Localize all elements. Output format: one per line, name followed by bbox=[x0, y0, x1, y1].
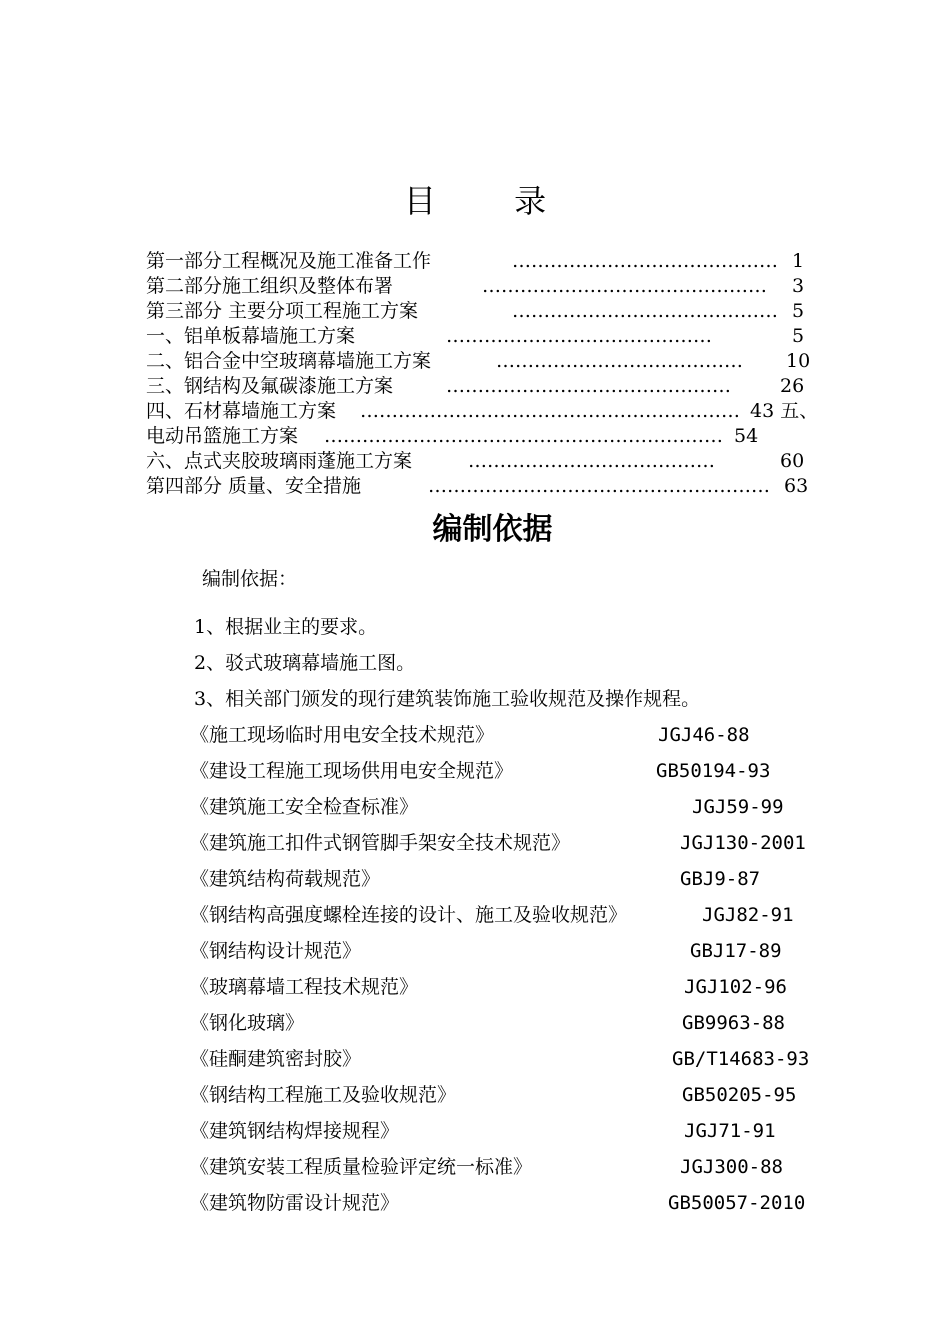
toc-entry bbox=[146, 374, 805, 399]
toc-entry bbox=[146, 424, 759, 449]
toc-entry-text: 第四部分 质量、安全措施 bbox=[146, 475, 362, 497]
toc-entry-leader: ……………………………………… bbox=[482, 275, 767, 297]
standard-name: 《施工现场临时用电安全技术规范》 bbox=[190, 724, 495, 746]
toc-entry-leader: …………………………………… bbox=[512, 250, 778, 272]
standard-code: GB9963-88 bbox=[682, 1012, 785, 1034]
standard-code: JGJ59-99 bbox=[692, 796, 784, 818]
standard-code: JGJ300-88 bbox=[680, 1156, 783, 1178]
standard-code: GBJ9-87 bbox=[680, 868, 761, 890]
toc-entry bbox=[146, 399, 819, 424]
basis-item: 1、根据业主的要求。 bbox=[194, 616, 378, 638]
toc-entry bbox=[146, 324, 805, 349]
toc-entry-leader: ……………………………………………… bbox=[428, 475, 770, 497]
standard-name: 《建筑钢结构焊接规程》 bbox=[190, 1120, 400, 1142]
toc-entry-leader: ……………………………………… bbox=[446, 375, 731, 397]
toc-entry bbox=[146, 349, 811, 374]
standard-name: 《建筑施工安全检查标准》 bbox=[190, 796, 419, 818]
basis-item: 3、相关部门颁发的现行建筑装饰施工验收规范及操作规程。 bbox=[194, 688, 701, 710]
standard-code: JGJ71-91 bbox=[684, 1120, 776, 1142]
standard-code: JGJ102-96 bbox=[684, 976, 787, 998]
standard-code: GBJ17-89 bbox=[690, 940, 782, 962]
toc-entry-text: 三、钢结构及氟碳漆施工方案 bbox=[146, 375, 394, 397]
toc-entry-page: 5 bbox=[792, 325, 805, 347]
toc-entry-page: 3 bbox=[792, 275, 805, 297]
toc-entry-page: 43 五、 bbox=[750, 400, 819, 422]
standard-name: 《建筑施工扣件式钢管脚手架安全技术规范》 bbox=[190, 832, 571, 854]
toc-entry-page: 54 bbox=[734, 425, 759, 447]
standard-name: 《钢结构设计规范》 bbox=[190, 940, 362, 962]
toc-entry bbox=[146, 474, 809, 499]
toc-entry-page: 10 bbox=[786, 350, 811, 372]
standard-name: 《硅酮建筑密封胶》 bbox=[190, 1048, 362, 1070]
standard-name: 《建设工程施工现场供用电安全规范》 bbox=[190, 760, 514, 782]
toc-entry-page: 26 bbox=[780, 375, 805, 397]
standard-name: 《建筑物防雷设计规范》 bbox=[190, 1192, 400, 1214]
standard-code: GB50205-95 bbox=[682, 1084, 797, 1106]
standard-name: 《钢结构高强度螺栓连接的设计、施工及验收规范》 bbox=[190, 904, 628, 926]
toc-entry-text: 第一部分工程概况及施工准备工作 bbox=[146, 250, 432, 272]
toc-entry-text: 一、铝单板幕墙施工方案 bbox=[146, 325, 356, 347]
toc-entry-leader: ………………………………… bbox=[496, 350, 743, 372]
toc-entry-text: 二、铝合金中空玻璃幕墙施工方案 bbox=[146, 350, 432, 372]
standard-code: JGJ82-91 bbox=[702, 904, 794, 926]
section-title: 编制依据 bbox=[432, 512, 553, 547]
toc-entry-page: 60 bbox=[780, 450, 805, 472]
toc-entry bbox=[146, 274, 805, 299]
toc-entry-page: 63 bbox=[784, 475, 809, 497]
standard-code: GB50194-93 bbox=[656, 760, 771, 782]
toc-entry-leader: …………………………………… bbox=[512, 300, 778, 322]
standard-name: 《钢结构工程施工及验收规范》 bbox=[190, 1084, 457, 1106]
standard-name: 《玻璃幕墙工程技术规范》 bbox=[190, 976, 419, 998]
toc-entry-text: 六、点式夹胶玻璃雨蓬施工方案 bbox=[146, 450, 413, 472]
standard-code: JGJ130-2001 bbox=[680, 832, 806, 854]
toc-entry-text: 四、石材幕墙施工方案 bbox=[146, 400, 337, 422]
standard-code: JGJ46-88 bbox=[658, 724, 750, 746]
toc-title: 目 录 bbox=[403, 182, 581, 220]
standard-code: GB/T14683-93 bbox=[672, 1048, 810, 1070]
toc-entry-leader: …………………………………… bbox=[446, 325, 712, 347]
standard-name: 《钢化玻璃》 bbox=[190, 1012, 305, 1034]
toc-entry-text: 电动吊篮施工方案 bbox=[146, 425, 299, 447]
basis-intro: 编制依据： bbox=[202, 568, 298, 590]
standard-code: GB50057-2010 bbox=[668, 1192, 806, 1214]
standard-name: 《建筑安装工程质量检验评定统一标准》 bbox=[190, 1156, 533, 1178]
toc-entry bbox=[146, 299, 805, 324]
toc-entry-leader: ……………………………………………………… bbox=[324, 425, 723, 447]
basis-item: 2、驳式玻璃幕墙施工图。 bbox=[194, 652, 416, 674]
toc-entry-text: 第三部分 主要分项工程施工方案 bbox=[146, 300, 419, 322]
toc-entry-leader: …………………………………………………… bbox=[360, 400, 740, 422]
toc-entry-page: 1 bbox=[792, 250, 805, 272]
standard-name: 《建筑结构荷载规范》 bbox=[190, 868, 381, 890]
toc-entry bbox=[146, 449, 805, 474]
toc-entry-text: 第二部分施工组织及整体布署 bbox=[146, 275, 394, 297]
toc-entry bbox=[146, 249, 805, 274]
toc-entry-leader: ………………………………… bbox=[468, 450, 715, 472]
toc-entry-page: 5 bbox=[792, 300, 805, 322]
